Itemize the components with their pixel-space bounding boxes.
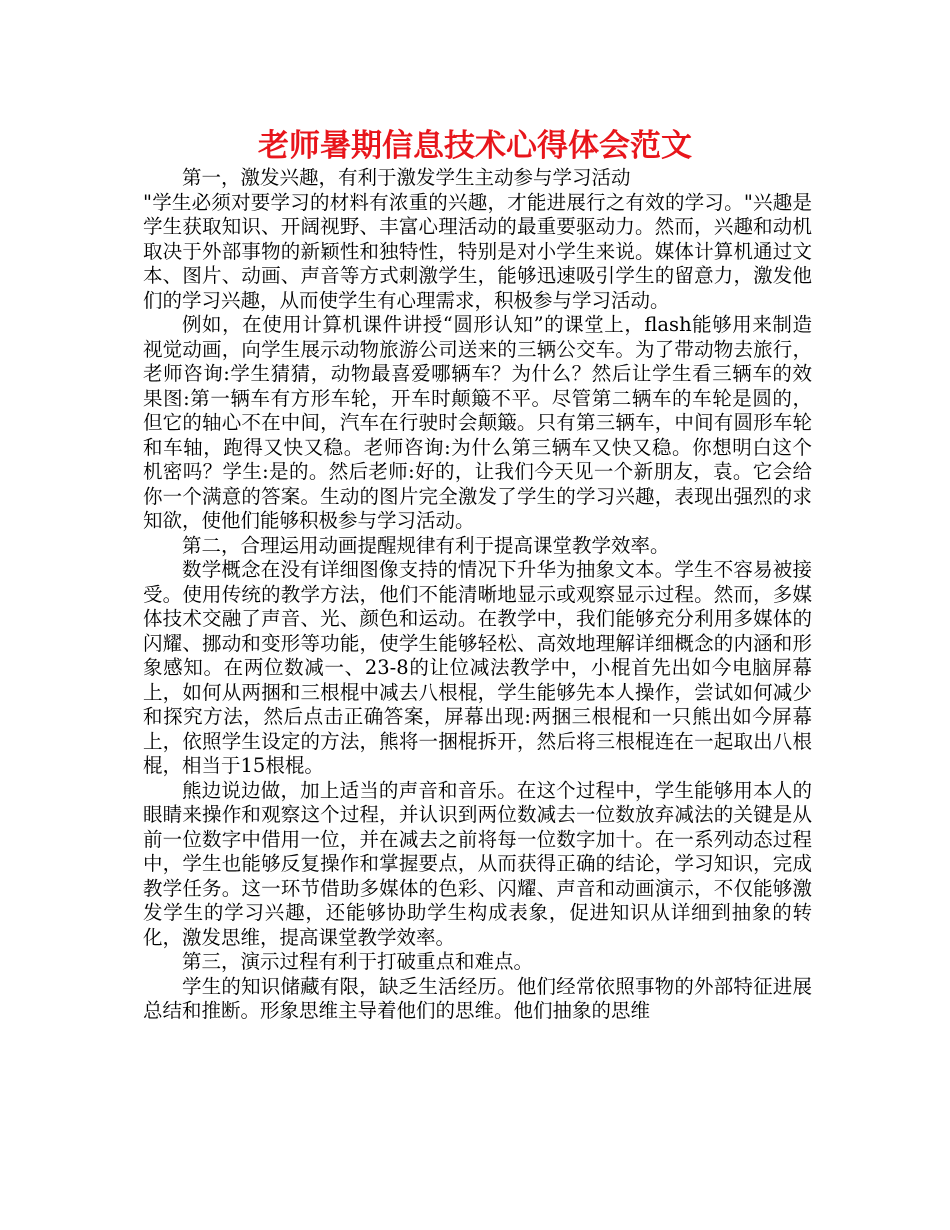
- paragraph-bear-demo: 熊边说边做，加上适当的声音和音乐。在这个过程中，学生能够用本人的眼睛来操作和观察这个过程，并认识到两位数减去一位数放弃减法的关键是从前一位数字中借用一位，并在减去之前将每一位数字加十。在一系列动态过程中，学生也能够反复操作和掌握要点，从而获得正确的结论，学习知识，完成教学任务。这一环节借助多媒体的色彩、闪耀、声音和动画演示，不仅能够激发学生的学习兴趣，还能够协助学生构成表象，促进知识从详细到抽象的转化，激发思维，提高课堂教学效率。: [143, 778, 812, 949]
- paragraph-math-concepts: 数学概念在没有详细图像支持的情况下升华为抽象文本。学生不容易被接受。使用传统的教学方法，他们不能清晰地显示或观察显示过程。然而，多媒体技术交融了声音、光、颜色和运动。在教学中，我们能够充分利用多媒体的闪耀、挪动和变形等功能，使学生能够轻松、高效地理解详细概念的内涵和形象感知。在两位数减一、23-8的让位减法教学中，小棍首先出如今电脑屏幕上，如何从两捆和三根棍中减去八根棍，学生能够先本人操作，尝试如何减少和探究方法，然后点击正确答案，屏幕出现:两捆三根棍和一只熊出如今屏幕上，依照学生设定的方法，熊将一捆棍拆开，然后将三根棍连在一起取出八根棍，相当于15根棍。: [143, 558, 812, 777]
- document-title: 老师暑期信息技术心得体会范文: [258, 128, 692, 164]
- paragraph-interest-quote: "学生必须对要学习的材料有浓重的兴趣，才能进展行之有效的学习。"兴趣是学生获取知识、开阔视野、丰富心理活动的最重要驱动力。然而，兴趣和动机取决于外部事物的新颖性和独特性，特别是对小学生来说。媒体计算机通过文本、图片、动画、声音等方式刺激学生，能够迅速吸引学生的留意力，激发他们的学习兴趣，从而使学生有心理需求，积极参与学习活动。: [143, 190, 812, 312]
- paragraph-section-two-heading: 第二，合理运用动画提醒规律有利于提高课堂教学效率。: [182, 533, 670, 557]
- document-body: [143, 166, 812, 1024]
- paragraph-section-three-heading: 第三，演示过程有利于打破重点和难点。: [182, 950, 534, 973]
- paragraph-knowledge-limits: 学生的知识储藏有限，缺乏生活经历。他们经常依照事物的外部特征进展总结和推断。形象思维主导着他们的思维。他们抽象的思维: [143, 974, 812, 1022]
- paragraph-section-one-heading: 第一，激发兴趣，有利于激发学生主动参与学习活动: [182, 166, 631, 189]
- paragraph-circle-example: 例如，在使用计算机课件讲授“圆形认知”的课堂上，flash能够用来制造视觉动画，向学生展示动物旅游公司送来的三辆公交车。为了带动物去旅行，老师咨询:学生猜猜，动物最喜爱哪辆车？为什么？然后让学生看三辆车的效果图:第一辆车有方形车轮，开车时颠簸不平。尽管第二辆车的车轮是圆的，但它的轴心不在中间，汽车在行驶时会颠簸。只有第三辆车，中间有圆形车轮和车轴，跑得又快又稳。老师咨询:为什么第三辆车又快又稳。你想明白这个机密吗？学生:是的。然后老师:好的，让我们今天见一个新朋友，袁。它会给你一个满意的答案。生动的图片完全激发了学生的学习兴趣，表现出强烈的求知欲，使他们能够积极参与学习活动。: [143, 313, 812, 532]
